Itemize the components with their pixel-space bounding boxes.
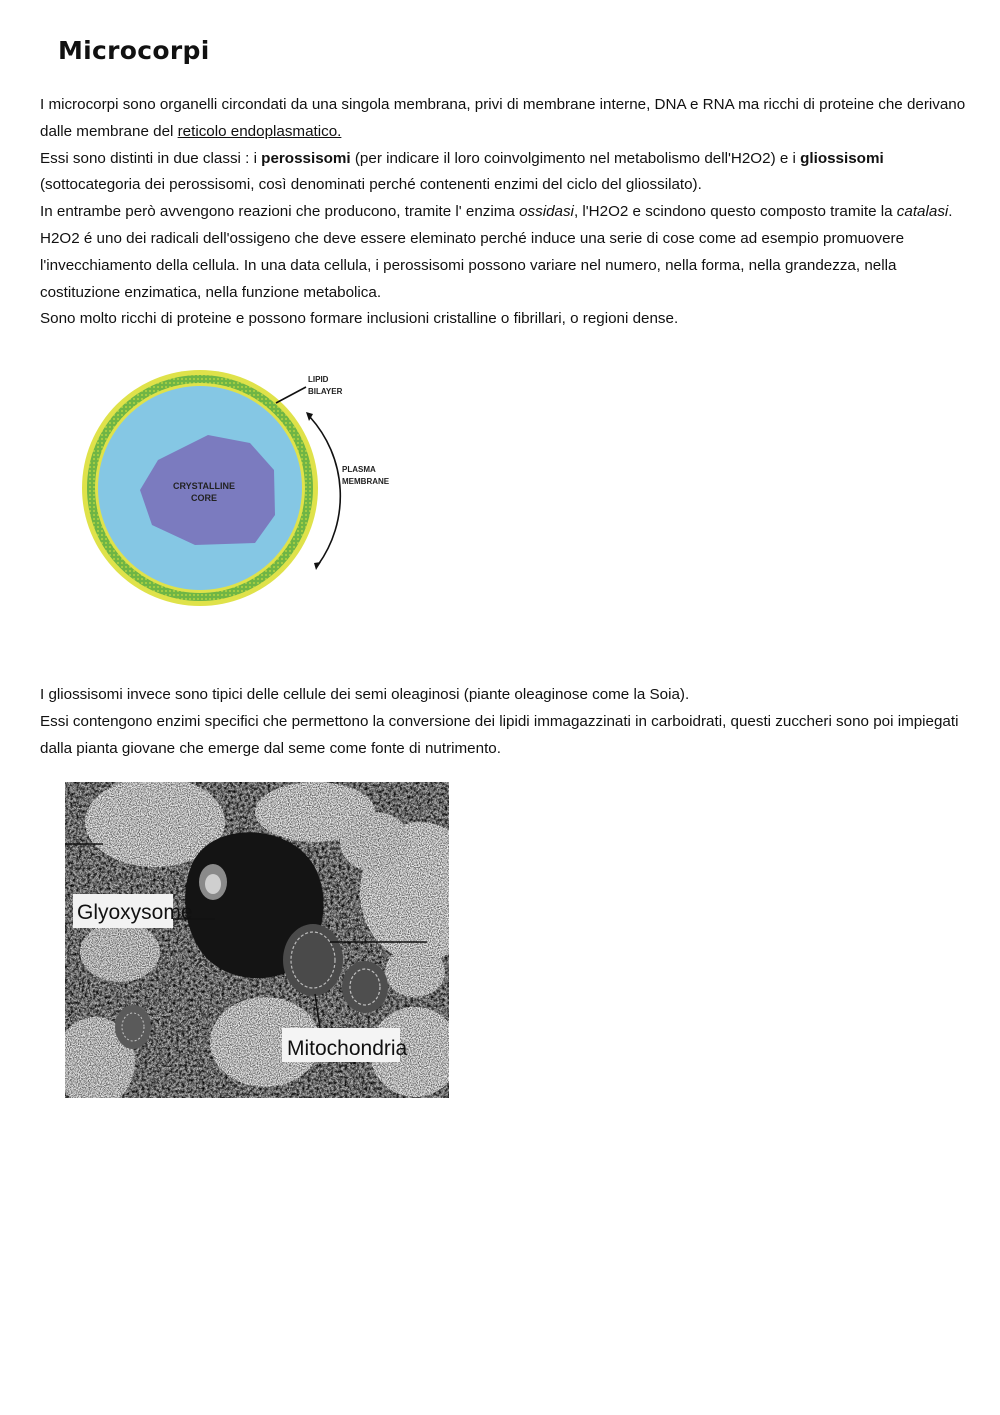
paragraph-definition: I microcorpi sono organelli circondati da una singola membrana, privi di membrane interne, DNA e RNA ma ricchi di proteine che derivano dalle membrane del reticolo endoplasmatico. [40, 96, 966, 140]
peroxisome-diagram [80, 365, 420, 610]
paragraph-proteins: Sono molto ricchi di proteine e possono formare inclusioni cristalline o fibrillari, o regioni dense. [40, 310, 679, 328]
core-label-line1: CRYSTALLINE [173, 481, 235, 491]
glyoxysome-micrograph [65, 782, 449, 1098]
plasma-label-line2: MEMBRANE [342, 477, 390, 486]
lipid-label-line2: BILAYER [308, 387, 343, 396]
intro-text [40, 92, 970, 333]
paragraph-oilseeds: I gliossisomi invece sono tipici delle cellule dei semi oleaginosi (piante oleaginose come la Soia). [40, 686, 690, 703]
paragraph-h2o2: H2O2 é uno dei radicali dell'ossigeno che deve essere eleminato perché induce una serie di cose come ad esempio promuovere l'invecchiamento della cellula. In una data cellula, i perossisomi possono variare nel numero, nella forma, nella grandezza, nella costituzione enzimatica, nella funzione metabolica. [40, 229, 905, 301]
term-catalasi: catalasi [896, 203, 949, 221]
er-link[interactable]: reticolo endoplasmatico. [177, 122, 342, 140]
glyoxysome-label: Glyoxysome [77, 901, 193, 924]
glyoxysome-text [40, 682, 970, 762]
mitochondrion-3 [115, 1005, 151, 1049]
term-gliossisomi: gliossisomi [800, 149, 884, 167]
paragraph-reactions: In entrambe però avvengono reazioni che producono, tramite l' enzima ossidasi, l'H2O2 e scindono questo composto tramite la catalasi. [40, 203, 953, 221]
core-label-line2: CORE [190, 493, 218, 503]
term-ossidasi: ossidasi [519, 203, 574, 221]
paragraph-classes: Essi sono distinti in due classi : i perossisomi (per indicare il loro coinvolgimento nel metabolismo dell'H2O2) e i gliossisomi (sottocategoria dei perossisomi, così denominati perché contenenti enzimi del ciclo del gliossilato). [40, 149, 884, 194]
term-perossisomi: perossisomi [261, 149, 351, 167]
mitochondrion-1 [283, 924, 343, 996]
lipid-label-line1: LIPID [308, 375, 329, 384]
paragraph-enzymes: Essi contengono enzimi specifici che permettono la conversione dei lipidi immagazzinati in carboidrati, questi zuccheri sono poi impiegati dalla pianta giovane che emerge dal seme come fonte di nutrimento. [40, 712, 959, 757]
plasma-label-line1: PLASMA [342, 465, 376, 474]
page-title: Microcorpi [58, 36, 210, 65]
mitochondria-label: Mitochondria [287, 1037, 408, 1060]
lipid-pointer [276, 387, 306, 403]
